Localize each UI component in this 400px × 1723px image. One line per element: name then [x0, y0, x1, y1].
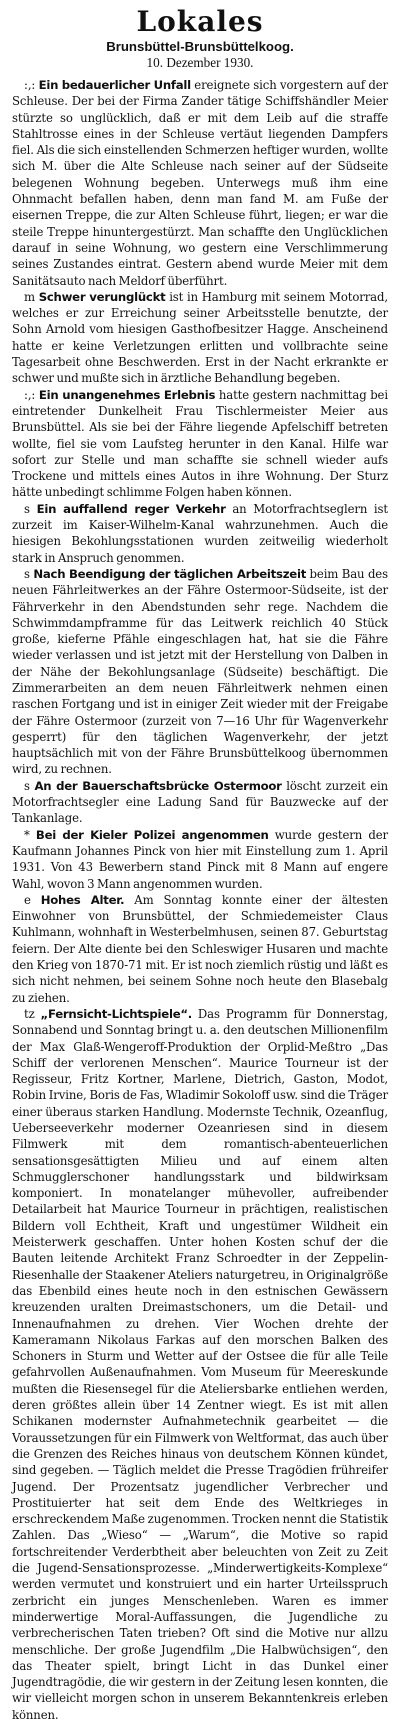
article-lead: An der Bauerschaftsbrücke Ostermoor	[34, 778, 282, 793]
dateline: 10. Dezember 1930.	[146, 55, 254, 70]
article-text: löscht zurzeit ein Motorfrachtsegler eine Ladung Sand für Bauzwecke auf der Tankanlage.	[12, 778, 388, 826]
article-verkehr	[12, 501, 388, 566]
article-text: an Motorfrachtseglern ist zurzeit im Kaiser-Wilhelm-Kanal wahrzunehmen. Auch die hiesigen Bekohlungsstationen wurden zeitweilig wiederholt stark in Anspruch genommen.	[12, 501, 388, 565]
article-lead: Schwer verunglückt	[38, 289, 166, 304]
section-title: Lokales	[136, 5, 264, 38]
article-mark: :,:	[24, 387, 36, 402]
article-lead: Ein bedauerlicher Unfall	[38, 78, 191, 92]
article-text: beim Bau des neuen Fährleitwerkes an der Fähre Ostermoor-Südseite, ist der Fährverkehr in den Abendstunden sehr rege. Nachdem die Schwimmdampframme für das Leitwerk reichlich 40 Stück große, kieferne Pfähle eingeschlagen hat, hat sie die Fähre wieder verlassen und ist jetzt mit der Herstellung von Dalben in der Nähe der Bekohlungsanlage (Südseite) beschäftigt. Die Zimmerarbeiten an dem neuen Fährleitwerk nehmen einen raschen Fortgang und ist in einiger Zeit wieder mit der Freigabe der Fähre Ostermoor (zurzeit von 7—16 Uhr für Wagenverkehr gesperrt) für den täglichen Wagenverkehr, der jetzt hauptsächlich mit von der Fähre Brunsbüttelkoog übernommen wird, zu rechnen.	[12, 566, 388, 777]
article-polizei	[12, 827, 388, 892]
article-bauerschaftsbruecke	[12, 778, 388, 827]
article-mark: s	[24, 566, 30, 581]
article-lichtspiele	[12, 1006, 388, 1723]
article-text: Das Programm für Donnerstag, Sonnabend und Sonntag bringt u. a. den deutschen Millionenfilm der Max Glaß-Wengeroff-Produktion der Orplid-Meßtro „Das Schiff der verlorenen Menschen“. Maurice Tourneur ist der Regisseur, Fritz Kortner, Marlene, Dietrich, Gaston, Modot, Robin Irvine, Boris de Fas, Wladimir Sokoloff usw. sind die Träger einer überaus starken Handlung. Modernste Technik, Ozeanflug, Ueberseeverkehr moderner Ozeanriesen sind in diesem Filmwerk mit dem romantisch-abenteuerlichen sensationsgesättigten Milieu und auf einem alten Schmugglerschoner handlungsstark und bildwirksam komponiert. In monatelanger mühevoller, aufreibender Detailarbeit hat Maurice Tourneur in prächtigen, realistischen Bildern voll Echtheit, Kraft und ungestümer Wildheit ein Meisterwerk geschaffen. Unter hohen Kosten schuf der die Bauten leitende Architekt Franz Schroedter in der Zeppelin-Riesenhalle der Staakener Ateliers naturgetreu, in Originalgröße das Ebenbild eines heute noch in den estnischen Gewässern kreuzenden uralten Dreimastschoners, um die Detail- und Innenaufnahmen zu drehen. Vier Wochen drehte der Kameramann Nikolaus Farkas auf den morschen Balken des Schoners in Sturm und Wetter auf der Ostsee die für alle Teile gefahrvollen Außenaufnahmen. Vom Museum für Meereskunde mußten die Riesensegel für die Ateliersbarke entliehen werden, deren größtes allein über 14 Zentner wiegt. Es ist mit allen Schikanen modernster Aufnahmetechnik gearbeitet — die Voraussetzungen für ein Filmwerk von Weltformat, das auch über die Grenzen des Reiches hinaus von deutschem Können kündet, sind gegeben. — Täglich meldet die Presse Tragödien frühreifer Jugend. Der Prozentsatz jugendlicher Verbrecher und Prostituierter hat seit dem Ende des Weltkrieges in erschreckendem Maße zugenommen. Trocken nennt die Statistik Zahlen. Das „Wieso“ — „Warum“, die Motive so rapid fortschreitender Verderbtheit aber beleuchten von Zeit zu Zeit die Jugend-Sensationsprozesse. „Minderwertigkeits-Komplexe“ werden vermutet und konstruiert und ein harter Urteilsspruch zerbricht ein junges Menschenleben. Waren es immer minderwertige Moral-Auffassungen, die Jugendliche zu verbrecherischen Taten trieben? Oft sind die Motive nur allzu menschliche. Der große Jugendfilm „Die Halbwüchsigen“, den das Theater spielt, bringt Licht in das Dunkel einer Jugendtragödie, die wir gestern in der Zeitung lesen konnten, die wir vielleicht morgen schon in unserem Bekanntenkreis erleben können.	[12, 1006, 388, 1722]
article-lead: „Fernsicht-Lichtspiele“.	[40, 1006, 192, 1021]
article-text: Am Sonntag konnte einer der ältesten Einwohner von Brunsbüttel, der Schmiedemeister Claus Kuhlmann, wohnhaft in Westerbelmhusen, seinen 87. Geburtstag feiern. Der Alte diente bei den Schleswiger Husaren und machte den Krieg von 1870-71 mit. Er ist noch ziemlich rüstig und läßt es sich nicht nehmen, bei seinem Sohne noch heute den Blasebalg zu ziehen.	[12, 892, 388, 1005]
article-unfall	[12, 77, 388, 289]
article-mark: e	[24, 892, 31, 907]
locality-heading: Brunsbüttel-Brunsbüttelkoog.	[106, 39, 294, 54]
article-arbeitszeit	[12, 566, 388, 778]
article-lead: Bei der Kieler Polizei angenommen	[35, 827, 269, 842]
article-lead: Ein auffallend reger Verkehr	[36, 501, 226, 516]
article-erlebnis	[12, 387, 388, 501]
article-verunglueckt	[12, 289, 388, 387]
article-mark: tz	[24, 1006, 35, 1021]
newspaper-page	[12, 5, 388, 1722]
article-lead: Ein unangenehmes Erlebnis	[38, 387, 216, 402]
article-mark: *	[24, 827, 30, 842]
article-mark: m	[24, 289, 35, 304]
article-mark: s	[24, 501, 30, 516]
article-mark: :,:	[24, 78, 36, 92]
article-hohes-alter	[12, 892, 388, 1006]
article-text: ist in Hamburg mit seinem Motorrad, welches er zur Erreichung seiner Arbeitsstelle benutzte, der Sohn Arnold vom hiesigen Gasthofbesitzer Hagge. Anscheinend hatte er keine Verletzungen erlitten und vollbrachte seine Tagesarbeit ohne Beschwerden. Erst in der Nacht erkrankte er schwer und mußte sich in ärztliche Behandlung begeben.	[12, 289, 388, 386]
article-lead: Nach Beendigung der täglichen Arbeitszeit	[33, 566, 307, 581]
article-mark: s	[24, 778, 30, 793]
article-text: ereignete sich vorgestern auf der Schleuse. Der bei der Firma Zander tätige Schiffshändler Meier stürzte so unglücklich, daß er mit dem Leib auf die straffe Stahltrosse eines in der Schleuse vertäut liegenden Dampfers fiel. Als die sich einstellenden Schmerzen heftiger wurden, wollte sich M. über die Alte Schleuse nach seiner auf der Südseite belegenen Wohnung begeben. Unterwegs muß ihm eine Ohnmacht befallen haben, denn man fand M. am Fuße der eisernen Treppe, die zur Alten Schleuse führt, liegen; er war die steile Treppe hinuntergestürzt. Man schaffte den Unglücklichen darauf in seine Wohnung, wo gestern eine Verschlimmerung seines Zustandes eintrat. Gestern abend wurde Meier mit dem Sanitätsauto nach Meldorf überführt.	[12, 78, 388, 288]
article-lead: Hohes Alter.	[40, 892, 125, 907]
article-text: hatte gestern nachmittag bei eintretender Dunkelheit Frau Tischlermeister Meier aus Brunsbüttel. Als sie bei der Fähre liegende Apfelschiff betreten wollte, fiel sie vom Laufsteg herunter in den Kanal. Hilfe war sofort zur Stelle und man schaffte sie schnell wieder aufs Trockene und mittels eines Autos in ihre Wohnung. Der Sturz hätte unbedingt schlimme Folgen haben können.	[12, 387, 388, 500]
article-text: wurde gestern der Kaufmann Johannes Pinck von hier mit Einstellung zum 1. April 1931. Von 43 Bewerbern stand Pinck mit 8 Mann auf engere Wahl, wovon 3 Mann angenommen wurden.	[12, 827, 388, 891]
